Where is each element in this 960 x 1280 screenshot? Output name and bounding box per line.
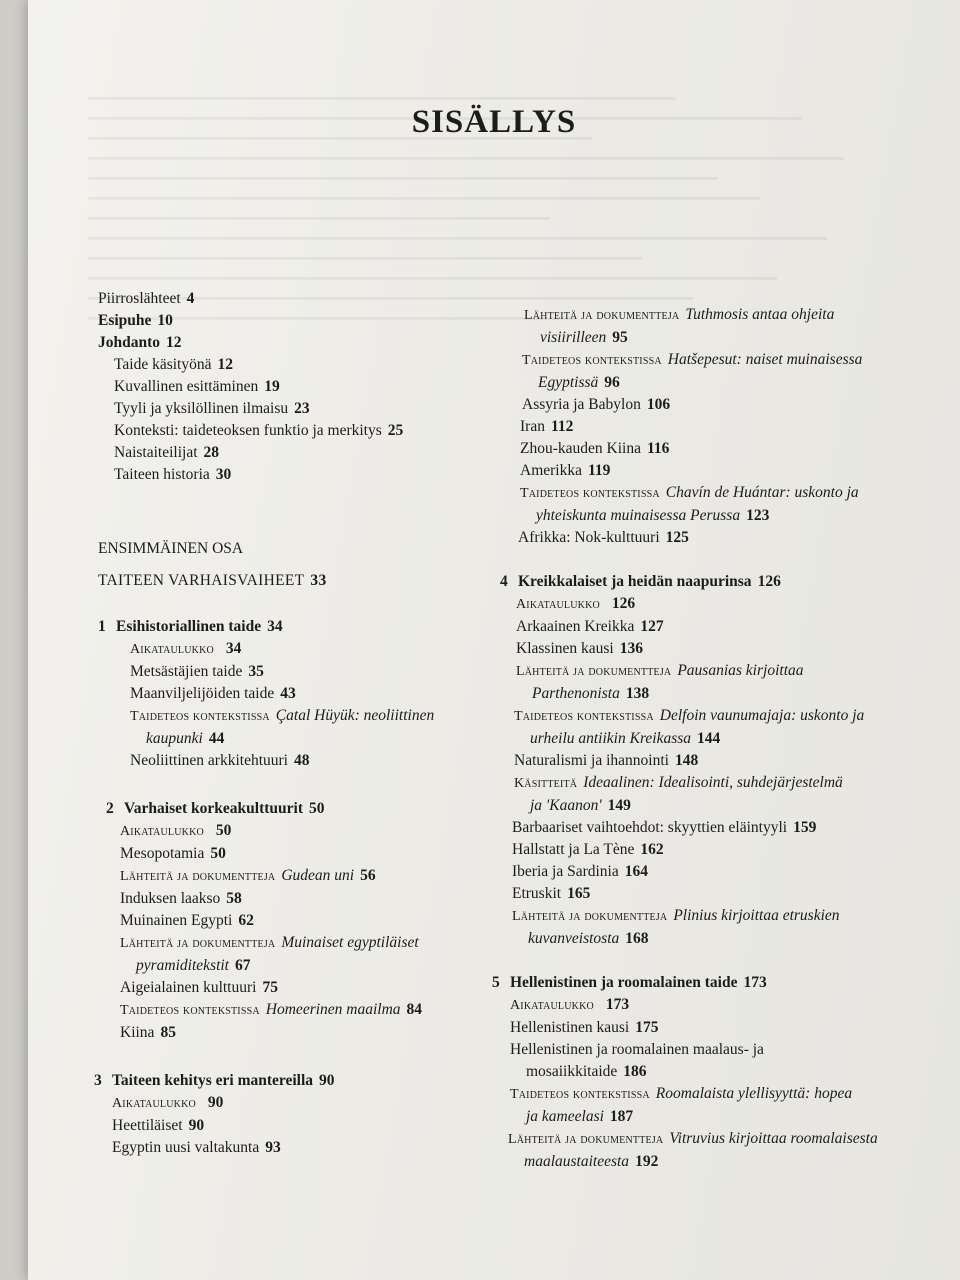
entry-page: 19 xyxy=(264,378,280,395)
entry-label: Taideteos kontekstissa xyxy=(120,1003,260,1018)
entry-title: Gudean uni xyxy=(281,867,355,884)
entry-page: 43 xyxy=(280,685,296,702)
entry-page: 186 xyxy=(623,1063,647,1080)
entry-label: Aikataulukko xyxy=(130,642,214,657)
entry-title-cont: urheilu antiikin Kreikassa xyxy=(530,730,692,747)
entry-title: Naistaiteilijat xyxy=(114,444,198,461)
entry-page: 144 xyxy=(697,730,721,747)
toc-entry xyxy=(112,1092,498,1115)
entry-page: 126 xyxy=(611,595,636,612)
toc-entry xyxy=(120,932,498,977)
toc-entry xyxy=(514,705,926,750)
entry-title: Iberia ja Sardinia xyxy=(512,863,619,880)
toc-entry xyxy=(516,660,926,705)
entry-page: 50 xyxy=(215,822,232,839)
toc-entry xyxy=(130,638,498,661)
entry-title: Johdanto xyxy=(98,334,161,351)
chapter-number: 4 xyxy=(500,573,508,590)
entry-page: 138 xyxy=(625,685,650,702)
front-matter-entry xyxy=(98,420,498,442)
entry-label: Taideteos kontekstissa xyxy=(510,1087,650,1102)
toc-entry xyxy=(130,683,498,705)
entry-title: Neoliittinen arkkitehtuuri xyxy=(130,752,288,769)
toc-entry xyxy=(120,865,498,888)
entry-title: Zhou-kauden Kiina xyxy=(520,440,641,457)
entry-page: 123 xyxy=(746,507,770,524)
entry-label: Käsitteitä xyxy=(514,776,578,791)
entry-title: Assyria ja Babylon xyxy=(522,396,641,413)
chapter-heading xyxy=(500,571,926,593)
chapter-title: Varhaiset korkeakulttuurit xyxy=(124,800,303,817)
chapter-heading xyxy=(492,972,926,994)
entry-title: Kuvallinen esittäminen xyxy=(114,378,259,395)
entry-page: 56 xyxy=(360,867,376,884)
chapter-title: Hellenistinen ja roomalainen taide xyxy=(510,974,738,991)
entry-title-cont: kuvanveistosta xyxy=(528,930,620,947)
entry-page: 165 xyxy=(567,885,591,902)
entry-title: Amerikka xyxy=(520,462,582,479)
front-matter-entry xyxy=(98,442,498,464)
toc-entry xyxy=(516,638,926,660)
toc-entry xyxy=(112,1137,498,1159)
entry-title: Delfoin vaunumajaja: uskonto ja xyxy=(659,707,865,724)
entry-title: Tuthmosis antaa ohjeita xyxy=(685,306,835,323)
chapter-title: Esihistoriallinen taide xyxy=(116,618,262,635)
entry-title-cont: yhteiskunta muinaisessa Perussa xyxy=(536,507,741,524)
entry-label: Lähteitä ja dokumentteja xyxy=(120,936,276,951)
entry-label: Aikataulukko xyxy=(510,998,594,1013)
toc-entry xyxy=(510,1039,926,1083)
entry-page: 95 xyxy=(612,329,628,346)
front-matter-entry xyxy=(98,376,498,398)
entry-title: Iran xyxy=(520,418,545,435)
entry-label: Taideteos kontekstissa xyxy=(130,709,270,724)
entry-page: 85 xyxy=(160,1024,176,1041)
toc-entry xyxy=(524,304,926,349)
entry-page: 12 xyxy=(166,334,182,351)
entry-title-cont: Parthenonista xyxy=(532,685,620,702)
front-matter-entry xyxy=(98,398,498,420)
entry-title-cont: pyramiditekstit xyxy=(136,957,229,974)
entry-title-cont: maalaustaiteesta xyxy=(524,1153,630,1170)
toc-entry xyxy=(520,460,926,482)
toc-entry xyxy=(120,888,498,910)
entry-page: 192 xyxy=(635,1153,659,1170)
toc-entry xyxy=(520,438,926,460)
entry-title: Taide käsityönä xyxy=(114,356,212,373)
chapter-number: 2 xyxy=(106,800,114,817)
entry-page: 84 xyxy=(406,1001,423,1018)
chapter-heading xyxy=(94,1070,498,1092)
entry-page: 44 xyxy=(208,730,225,747)
entry-title: Muinainen Egypti xyxy=(120,912,233,929)
toc-entry xyxy=(120,910,498,932)
toc-entry xyxy=(130,705,498,750)
entry-page: 50 xyxy=(210,845,226,862)
toc-entry xyxy=(508,1128,926,1173)
entry-page: 125 xyxy=(665,529,689,546)
entry-title-cont: Egyptissä xyxy=(538,374,599,391)
entry-label: Taideteos kontekstissa xyxy=(514,709,654,724)
entry-page: 96 xyxy=(604,374,620,391)
entry-label: Lähteitä ja dokumentteja xyxy=(508,1132,664,1147)
part-title xyxy=(98,538,498,560)
page-title: SISÄLLYS xyxy=(411,104,577,140)
entry-page: 127 xyxy=(640,618,664,635)
entry-title: Barbaariset vaihtoehdot: skyyttien eläintyyli xyxy=(512,819,788,836)
front-matter-entry xyxy=(98,332,498,354)
entry-page: 119 xyxy=(587,462,611,479)
entry-title: Tyyli ja yksilöllinen ilmaisu xyxy=(114,400,289,417)
toc-entry xyxy=(520,482,926,527)
entry-page: 106 xyxy=(646,396,671,413)
entry-page: 148 xyxy=(674,752,699,769)
entry-page: 25 xyxy=(387,422,404,439)
entry-label: Lähteitä ja dokumentteja xyxy=(120,869,276,884)
entry-page: 175 xyxy=(635,1019,659,1036)
chapter-page: 126 xyxy=(757,573,781,590)
toc-entry xyxy=(512,817,926,839)
entry-title: Naturalismi ja ihannointi xyxy=(514,752,669,769)
entry-page: 164 xyxy=(624,863,648,880)
toc-entry xyxy=(120,843,498,865)
entry-label: Aikataulukko xyxy=(516,597,600,612)
toc-entry xyxy=(120,977,498,999)
part-subtitle xyxy=(98,570,498,592)
entry-page: 187 xyxy=(609,1108,634,1125)
entry-page: 149 xyxy=(607,797,631,814)
entry-page: 12 xyxy=(217,356,233,373)
front-matter-entry xyxy=(98,354,498,376)
chapter-page: 50 xyxy=(308,800,325,817)
entry-title: Konteksti: taideteoksen funktio ja merkitys xyxy=(114,422,382,439)
entry-title: Pausanias kirjoittaa xyxy=(677,662,804,679)
entry-title: Chavín de Huántar: uskonto ja xyxy=(665,484,859,501)
entry-title: Kiina xyxy=(120,1024,155,1041)
entry-label: Aikataulukko xyxy=(120,824,204,839)
chapter-number: 3 xyxy=(94,1072,102,1089)
front-matter xyxy=(98,288,498,486)
part-subtitle-text: TAITEEN VARHAISVAIHEET xyxy=(98,572,305,589)
toc-left-column xyxy=(94,288,498,1159)
entry-title: Maanviljelijöiden taide xyxy=(130,685,275,702)
entry-title-cont: mosaiikkitaide xyxy=(526,1063,618,1080)
entry-title: Çatal Hüyük: neoliittinen xyxy=(275,707,435,724)
toc-entry xyxy=(112,1115,498,1137)
toc-entry xyxy=(512,905,926,950)
part-title-text: ENSIMMÄINEN OSA xyxy=(98,540,244,557)
chapter-page: 173 xyxy=(743,974,767,991)
toc-entry xyxy=(516,616,926,638)
chapter-number: 1 xyxy=(98,618,106,635)
entry-page: 58 xyxy=(226,890,242,907)
toc-entry xyxy=(120,820,498,843)
entry-page: 112 xyxy=(550,418,574,435)
entry-page: 10 xyxy=(157,312,173,329)
toc-entry xyxy=(520,416,926,438)
entry-page: 23 xyxy=(294,400,310,417)
entry-label: Taideteos kontekstissa xyxy=(522,353,662,368)
entry-page: 136 xyxy=(619,640,643,657)
front-matter-entry xyxy=(98,310,498,332)
entry-title: Plinius kirjoittaa etruskien xyxy=(673,907,840,924)
toc-entry xyxy=(518,527,926,549)
toc-entry xyxy=(510,994,926,1017)
toc-entry xyxy=(522,349,926,394)
entry-title: Taiteen historia xyxy=(114,466,210,483)
chapter-title: Kreikkalaiset ja heidän naapurinsa xyxy=(518,573,752,590)
entry-title: Hatšepesut: naiset muinaisessa xyxy=(667,351,863,368)
entry-title-cont: ja kameelasi xyxy=(526,1108,604,1125)
entry-page: 93 xyxy=(265,1139,281,1156)
entry-page: 67 xyxy=(235,957,251,974)
entry-page: 159 xyxy=(793,819,817,836)
entry-title-cont: ja 'Kaanon' xyxy=(530,797,602,814)
toc-entry xyxy=(510,1083,926,1128)
front-matter-entry xyxy=(98,464,498,486)
entry-page: 162 xyxy=(640,841,664,858)
entry-label: Aikataulukko xyxy=(112,1096,196,1111)
entry-page: 48 xyxy=(293,752,310,769)
entry-title: Esipuhe xyxy=(98,312,152,329)
entry-title: Metsästäjien taide xyxy=(130,663,243,680)
book-page xyxy=(28,0,960,1280)
entry-title: Hellenistinen kausi xyxy=(510,1019,630,1036)
toc-entry xyxy=(516,593,926,616)
entry-page: 28 xyxy=(203,444,220,461)
entry-title: Muinaiset egyptiläiset xyxy=(281,934,419,951)
entry-page: 62 xyxy=(238,912,254,929)
chapter-number: 5 xyxy=(492,974,500,991)
toc-entry xyxy=(130,661,498,683)
toc-entry xyxy=(510,1017,926,1039)
entry-page: 173 xyxy=(605,996,630,1013)
entry-label: Lähteitä ja dokumentteja xyxy=(516,664,672,679)
entry-page: 168 xyxy=(625,930,649,947)
entry-title-cont: visiirilleen xyxy=(540,329,607,346)
entry-page: 75 xyxy=(262,979,278,996)
entry-page: 30 xyxy=(215,466,232,483)
part-page: 33 xyxy=(310,572,327,589)
toc-entry xyxy=(512,861,926,883)
entry-title: Ideaalinen: Idealisointi, suhdejärjestelmä xyxy=(583,774,843,791)
entry-page: 90 xyxy=(188,1117,205,1134)
entry-title: Egyptin uusi valtakunta xyxy=(112,1139,260,1156)
entry-title: Klassinen kausi xyxy=(516,640,614,657)
toc-entry xyxy=(512,883,926,905)
entry-title: Vitruvius kirjoittaa roomalaisesta xyxy=(669,1130,878,1147)
entry-title: Roomalaista ylellisyyttä: hopea xyxy=(655,1085,853,1102)
toc-entry xyxy=(512,839,926,861)
entry-page: 35 xyxy=(248,663,264,680)
chapter-title: Taiteen kehitys eri mantereilla xyxy=(112,1072,314,1089)
toc-right-column xyxy=(492,304,926,1173)
entry-title: Heettiläiset xyxy=(112,1117,183,1134)
entry-title: Hellenistinen ja roomalainen maalaus- ja xyxy=(510,1041,764,1058)
entry-title: Mesopotamia xyxy=(120,845,205,862)
toc-entry xyxy=(514,750,926,772)
toc-entry xyxy=(120,1022,498,1044)
entry-title: Piirroslähteet xyxy=(98,290,181,307)
entry-title-cont: kaupunki xyxy=(146,730,203,747)
entry-page: 116 xyxy=(646,440,670,457)
entry-title: Etruskit xyxy=(512,885,562,902)
chapter-heading xyxy=(98,616,498,638)
entry-label: Lähteitä ja dokumentteja xyxy=(524,308,680,323)
entry-page: 4 xyxy=(186,290,195,307)
toc-entry xyxy=(120,999,498,1022)
toc-entry xyxy=(130,750,498,772)
entry-title: Homeerinen maailma xyxy=(265,1001,401,1018)
chapter-page: 90 xyxy=(319,1072,335,1089)
chapter-page: 34 xyxy=(267,618,283,635)
toc-entry xyxy=(522,394,926,416)
entry-title: Aigeialainen kulttuuri xyxy=(120,979,257,996)
entry-title: Afrikka: Nok-kulttuuri xyxy=(518,529,660,546)
entry-label: Lähteitä ja dokumentteja xyxy=(512,909,668,924)
chapter-heading xyxy=(106,798,498,820)
entry-title: Induksen laakso xyxy=(120,890,221,907)
entry-title: Arkaainen Kreikka xyxy=(516,618,635,635)
front-matter-entry xyxy=(98,288,498,310)
entry-title: Hallstatt ja La Tène xyxy=(512,841,635,858)
entry-label: Taideteos kontekstissa xyxy=(520,486,660,501)
entry-page: 90 xyxy=(207,1094,224,1111)
entry-page: 34 xyxy=(225,640,242,657)
toc-entry xyxy=(514,772,926,817)
